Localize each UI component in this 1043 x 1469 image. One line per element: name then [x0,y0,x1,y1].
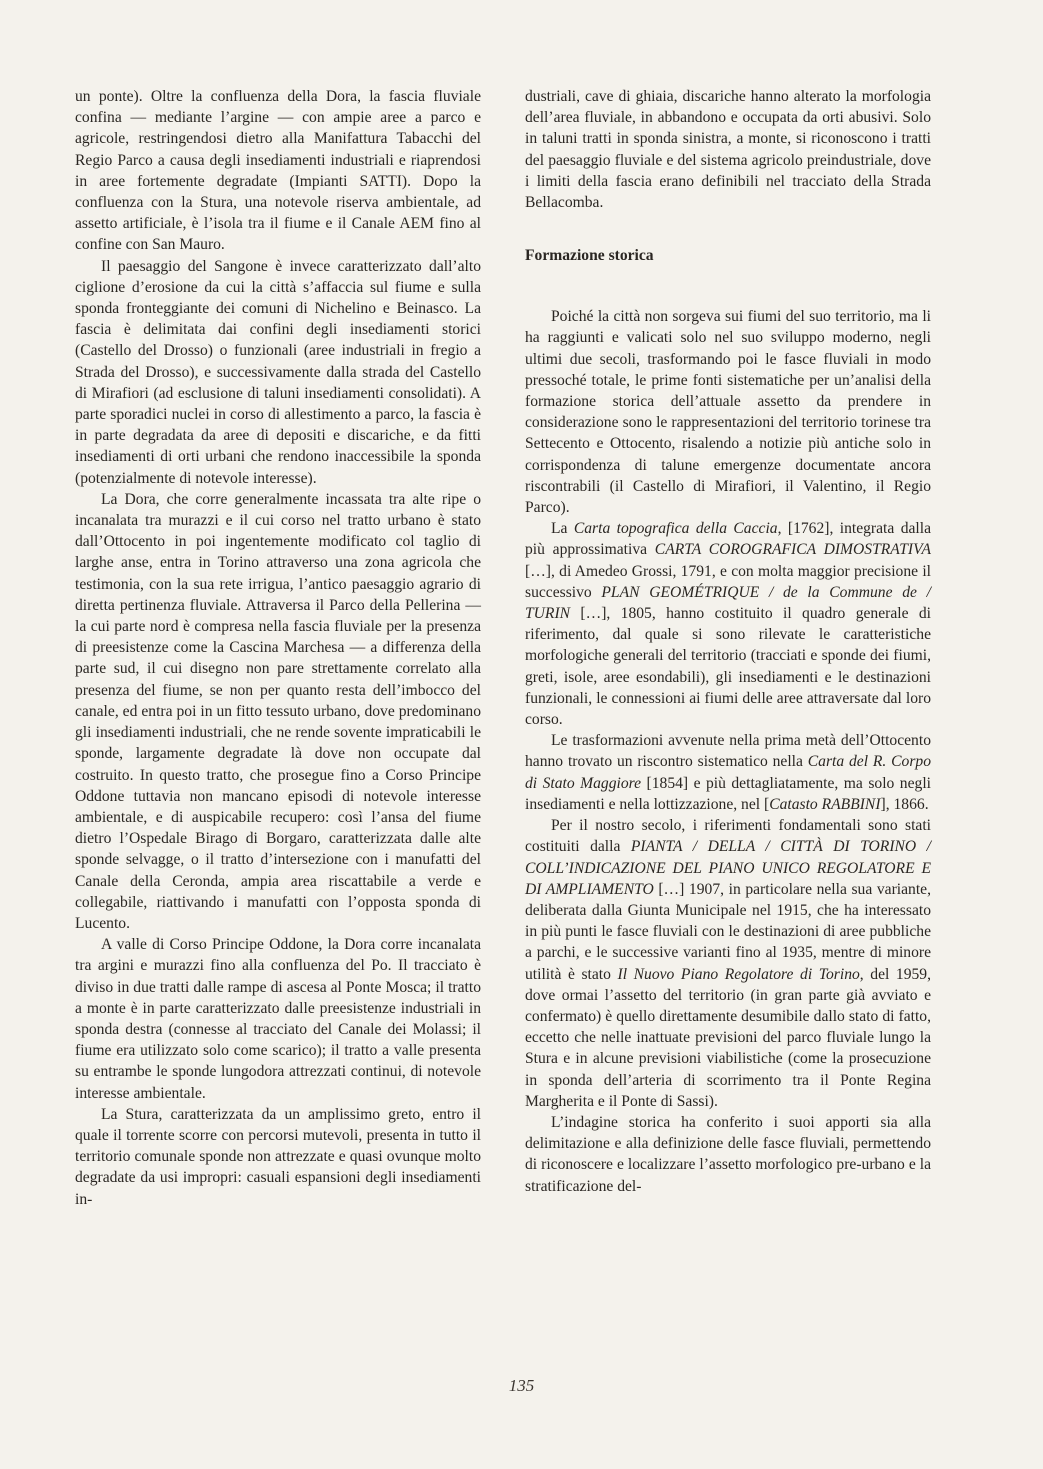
left-column [75,86,481,1210]
paragraph-twentieth-century: Per il nostro secolo, i riferimenti fondamentali sono stati costituiti dalla PIANTA / DELLA / CITTÀ DI TORINO / COLL’INDICAZIONE DEL PIANO UNICO REGOLATORE E DI AMPLIAMENTO […] 1907, in particolare nella sua variante, deliberata dalla Giunta Municipale nel 1915, che ha interessato in più punti le fasce fluviali con le destinazioni di aree pubbliche a parchi, e le successive varianti fino al 1935, mentre di minore utilità è stato Il Nuovo Piano Regolatore di Torino, del 1959, dove ormai l’assetto del territorio (in gran parte già avviato e confermato) è quello direttamente desumibile dallo stato di fatto, eccetto che nelle inattuate previsioni del parco fluviale lungo la Stura e in alcune previsioni viabilistiche (come la prosecuzione in sponda dell’arteria di scorrimento tra il Ponte Regina Margherita e il Ponte di Sassi). [525,817,931,1110]
section-heading: Formazione storica [525,247,654,265]
paragraph-stura-continued: dustriali, cave di ghiaia, discariche hanno alterato la morfologia dell’area fluviale, in abbandono e occupata da orti abusivi. Solo in taluni tratti in sponda sinistra, a monte, si riconoscono i tratti del paesaggio fluviale e del sistema agricolo preindustriale, dove i limiti della fascia erano definibili nel tracciato della Strada Bellacomba. [525,88,931,212]
paragraph-dora-downstream: A valle di Corso Principe Oddone, la Dora corre incanalata tra argini e murazzi fino alla confluenza del Po. Il tracciato è diviso in due tratti dalle rampe di ascesa al Ponte Mosca; il tratto a monte è in parte caratterizzato dalle preesistenze industriali in sponda destra (connesse al tracciato del Canale dei Molassi; il fiume era utilizzato solo come scarico); il tratto a valle presenta su entrambe le sponde lungodora attrezzati continui, di notevole interesse ambientale. [75,936,481,1102]
paragraph-historical-survey: L’indagine storica ha conferito i suoi apporti sia alla delimitazione e alla definizione delle fasce fluviali, permettendo di riconoscere e localizzare l’assetto morfologico pre-urbano e la stratificazione del- [525,1113,931,1195]
paragraph-po-confluence: un ponte). Oltre la confluenza della Dora, la fascia fluviale confina — mediante l’argine — con ampie aree a parco e agricole, restringendosi dietro alla Manifattura Tabacchi del Regio Parco a causa degli insediamenti industriali e riaprendosi in aree fortemente degradate (Impianti SATTI). Dopo la confluenza con la Stura, una notevole riserva ambientale, ad assetto artificiale, è l’isola tra il fiume e il Canale AEM fino al confine con San Mauro. [75,88,481,254]
page-number: 135 [508,1376,535,1395]
paragraph-dora: La Dora, che corre generalmente incassata tra alte ripe o incanalata tra murazzi e il cui corso nel tratto urbano è stato dall’Ottocento in poi ingentemente modificato col taglio di larghe anse, entra in Torino attraverso una zona agricola che testimonia, con la sua rete irrigua, l’antico paesaggio agrario di diretta pertinenza fluviale. Attraversa il Parco della Pellerina — la cui parte nord è compresa nella fascia fluviale per la presenza di preesistenze come la Cascina Marchesa — a differenza della parte sud, il cui disegno non pare strettamente correlato alla presenza del fiume, se non per quanto resta dell’imbocco del canale, ed entra poi in un fitto tessuto urbano, dove predominano gli insediamenti industriali, che ne rende sovente impraticabili le sponde, largamente degradate là dove non occupate dal costruito. In questo tratto, che prosegue fino a Corso Principe Oddone tuttavia non mancano episodi di notevole interesse ambientale, e di auspicabile recupero: così l’ansa del fiume dietro l’Ospedale Birago di Borgaro, caratterizzata dalle alte sponde selvagge, o il tratto d’intersezione con i manufatti del Canale della Ceronda, ampia area riscattabile a verde e collegabile, riattivando i manufatti con l’opposta sponda di Lucento. [75,490,481,932]
paragraph-historical-maps: La Carta topografica della Caccia, [1762], integrata dalla più approssimativa CARTA COROGRAFICA DIMOSTRATIVA […], di Amedeo Grossi, 1791, e con molta maggior precisione il successivo PLAN GEOMÉTRIQUE / de la Commune de / TURIN […], 1805, hanno costituito il quadro generale di riferimento, dal quale si sono rilevate le caratteristiche morfologiche generali del territorio (tracciati e sponde dei fiumi, greti, isole, aree esondabili), gli insediamenti e le destinazioni funzionali, le connessioni ai fiumi delle aree attraversate dal loro corso. [525,520,931,729]
right-column [525,86,931,1197]
paragraph-historical-sources: Poiché la città non sorgeva sui fiumi del suo territorio, ma li ha raggiunti e valicati solo nel suo sviluppo moderno, negli ultimi due secoli, trasformando poi le fasce fluviali in modo pressoché totale, le prime fonti sistematiche per un’analisi della formazione storica dell’attuale assetto da prendere in considerazione sono le rappresentazioni del territorio torinese tra Settecento e Ottocento, risalendo a notizie più antiche solo in corrispondenza di talune emergenze documentate ancora riscontrabili (il Castello di Mirafiori, il Valentino, il Regio Parco). [525,308,931,517]
paragraph-sangone: Il paesaggio del Sangone è invece caratterizzato dall’alto ciglione d’erosione da cui la città s’affaccia sul fiume e sulla sponda fronteggiante dei comuni di Nichelino e Beinasco. La fascia è delimitata dai confini degli insediamenti storici (Castello del Drosso) o funzionali (aree industriali in fregio a Strada del Drosso), e successivamente dalla strada del Castello di Mirafiori (ad esclusione di taluni insediamenti consolidati). A parte sporadici nuclei in corso di allestimento a parco, la fascia è in parte degradata da aree di depositi e discariche, e da fitti insediamenti di orti urbani che rendono inaccessibile la sponda (potenzialmente di notevole interesse). [75,257,481,487]
paragraph-nineteenth-century: Le trasformazioni avvenute nella prima metà dell’Ottocento hanno trovato un riscontro sistematico nella Carta del R. Corpo di Stato Maggiore [1854] e più dettagliatamente, ma solo negli insediamenti e nella lottizzazione, nel [Catasto RABBINI], 1866. [525,732,931,813]
paragraph-stura: La Stura, caratterizzata da un amplissimo greto, entro il quale il torrente scorre con percorsi mutevoli, presenta in tutto il territorio comunale sponde non attrezzate e quasi ovunque molto degradate da usi impropri: casuali espansioni degli insediamenti in- [75,1105,481,1208]
